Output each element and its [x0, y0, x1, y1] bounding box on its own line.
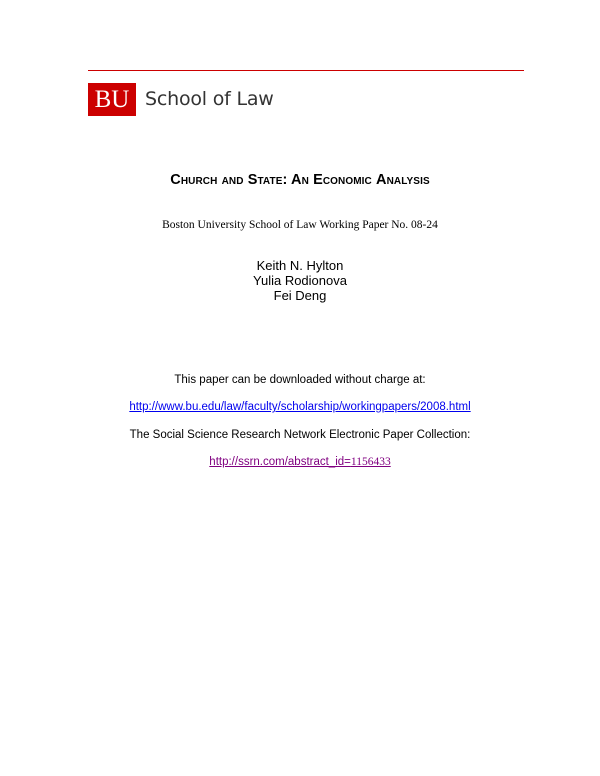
download-note: This paper can be downloaded without charge at:	[174, 374, 426, 386]
title-cap-2: S	[247, 172, 258, 188]
ssrn-link-line	[0, 456, 600, 468]
title-cap-5: A	[376, 172, 387, 188]
school-of-law-label: School of Law	[145, 88, 274, 110]
header-rule	[88, 70, 524, 71]
title-cap-3: A	[291, 172, 302, 188]
author-name: Fei Deng	[273, 288, 327, 303]
ssrn-abstract-link[interactable]	[209, 456, 390, 468]
title-rest-4: conomic	[322, 172, 377, 188]
author-list	[0, 258, 600, 303]
title-rest-5: nalysis	[386, 172, 430, 188]
title-cap-1: C	[170, 172, 181, 188]
bu-link-line	[0, 401, 600, 413]
bu-paper-link[interactable]: http://www.bu.edu/law/faculty/scholarship/workingpapers/2008.html	[129, 401, 471, 413]
author-name: Yulia Rodionova	[253, 273, 347, 288]
ssrn-note: The Social Science Research Network Electronic Paper Collection:	[129, 429, 471, 441]
bu-logo-mark: BU	[88, 83, 136, 116]
ssrn-url-prefix: http://ssrn.com/abstract_id=	[209, 456, 351, 468]
title-rest-1: hurch and	[180, 172, 248, 188]
working-paper-number: Boston University School of Law Working Paper No. 08-24	[162, 219, 438, 231]
title-rest-3: n	[301, 172, 314, 188]
bu-law-logo	[88, 82, 274, 116]
title-colon: :	[282, 172, 292, 188]
title-cap-4: E	[313, 172, 323, 188]
paper-title	[0, 172, 600, 188]
ssrn-url-id: 1156433	[350, 456, 391, 468]
author-name: Keith N. Hylton	[256, 258, 344, 273]
title-rest-2: tate	[257, 172, 283, 188]
